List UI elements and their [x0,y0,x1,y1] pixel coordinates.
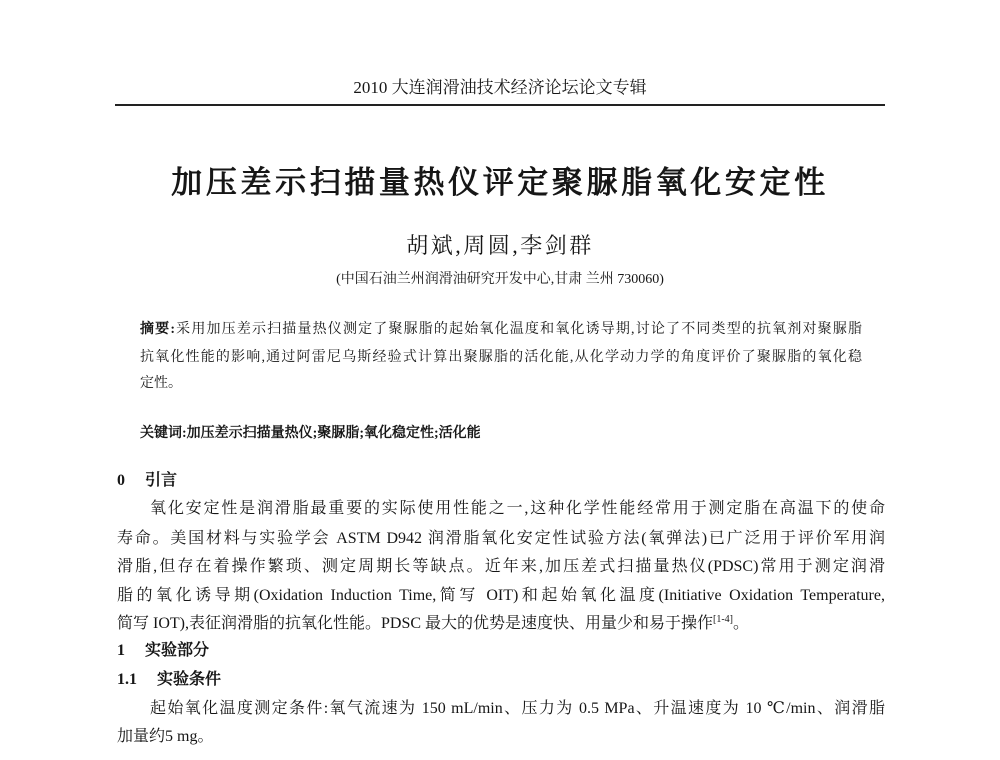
paragraph-line [117,613,885,635]
authors: 胡斌,周圆,李剑群 [406,233,594,258]
citation-reference: [1-4] [713,614,734,625]
paragraph-line: 脂的氧化诱导期(Oxidation Induction Time,简写 OIT)和起始氧化温度(Initiative Oxidation Temperature, [117,587,885,604]
keywords-label: 关键词: [140,426,187,441]
abstract-line-2: 抗氧化性能的影响,通过阿雷尼乌斯经验式计算出聚脲脂的活化能,从化学动力学的角度评价了聚脲脂的氧化稳 [140,350,862,365]
abstract-line-3: 定性。 [140,376,182,391]
paragraph-line: 加量约5 mg。 [117,728,214,745]
section-heading-experiment [117,640,885,662]
subsection-number: 1.1 [117,671,137,688]
paragraph-line: 氧化安定性是润滑脂最重要的实际使用性能之一,这种化学性能经常用于测定脂在高温下的使命 [150,500,885,517]
keywords-text: 加压差示扫描量热仪;聚脲脂;氧化稳定性;活化能 [186,426,481,441]
abstract-text-1: 采用加压差示扫描量热仪测定了聚脲脂的起始氧化温度和氧化诱导期,讨论了不同类型的抗氧剂对聚脲脂 [175,322,862,337]
paragraph-text: 简写 IOT),表征润滑脂的抗氧化性能。PDSC 最大的优势是速度快、用量少和易于操作 [117,615,714,632]
section-heading-intro [117,470,885,492]
section-number: 0 [117,472,125,489]
subsection-title: 实验条件 [157,671,222,688]
abstract-label: 摘要: [140,322,175,337]
header-rule [115,104,885,106]
section-title: 引言 [145,472,178,489]
paragraph-line: 滑脂,但存在着操作繁琐、测定周期长等缺点。近年来,加压差式扫描量热仪(PDSC)常用于测定润滑 [117,558,885,575]
section-number: 1 [117,642,125,659]
sentence-end: 。 [733,615,750,632]
keywords [140,424,862,444]
paragraph-line: 寿命。美国材料与实验学会 ASTM D942 润滑脂氧化安定性试验方法(氧弹法)已广泛用于评价军用润 [117,530,885,547]
section-title: 实验部分 [145,642,210,659]
subsection-heading-conditions [117,669,885,691]
paragraph-line: 起始氧化温度测定条件:氧气流速为 150 mL/min、压力为 0.5 MPa、升温速度为 10 ℃/min、润滑脂 [150,700,885,717]
running-header: 2010 大连润滑油技术经济论坛论文专辑 [353,78,647,97]
paper-title: 加压差示扫描量热仪评定聚脲脂氧化安定性 [171,165,829,201]
abstract-line-1 [140,320,862,340]
affiliation: (中国石油兰州润滑油研究开发中心,甘肃 兰州 730060) [336,272,664,287]
